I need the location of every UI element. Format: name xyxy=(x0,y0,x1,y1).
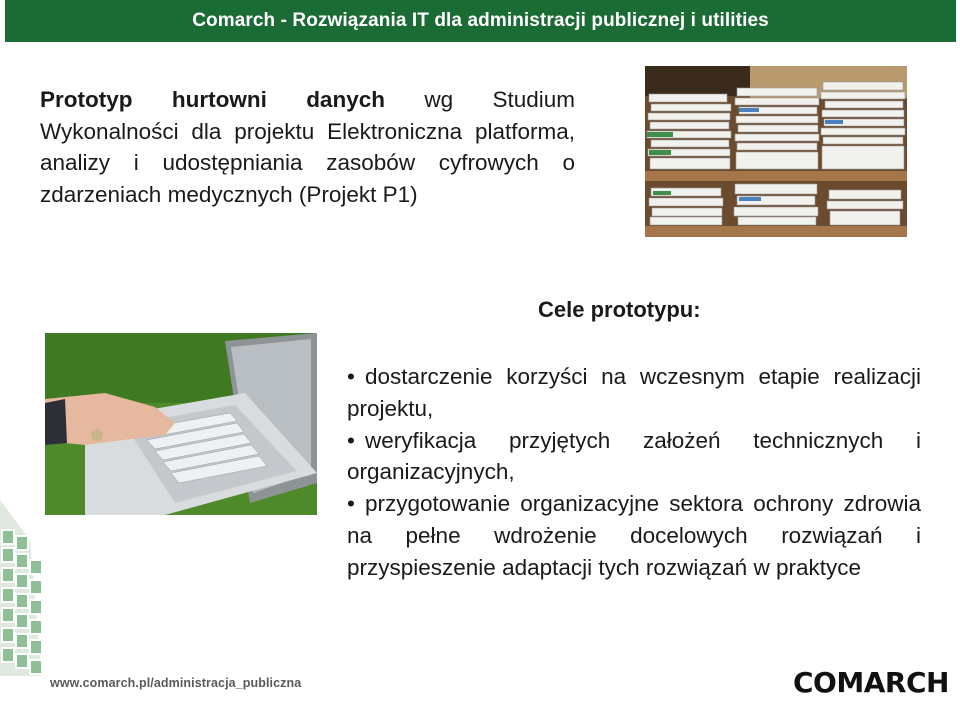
footer-url: www.comarch.pl/administracja_publiczna xyxy=(50,676,302,690)
header-bar xyxy=(5,0,956,42)
bullet-icon: • xyxy=(347,364,355,389)
goal-item-text: przygotowanie organizacyjne sektora ochrony zdrowia na pełne wdrożenie docelowych rozwiązań i przyspieszenie adaptacji tych rozwiązań w praktyce xyxy=(347,491,921,580)
goal-item-text: weryfikacja przyjętych założeń technicznych i organizacyjnych, xyxy=(347,427,921,485)
decorative-building-strip xyxy=(0,480,45,716)
intro-paragraph xyxy=(40,84,575,210)
document-shelves-photo xyxy=(645,66,907,237)
goal-item xyxy=(347,488,921,583)
goals-list xyxy=(347,361,921,584)
intro-text: wg Studium Wykonalności dla projektu Elektroniczna platforma, analizy i udostępniania zasobów cyfrowych o zdarzeniach medycznych (Projekt P1) xyxy=(40,87,575,207)
goal-item xyxy=(347,361,921,425)
bullet-icon: • xyxy=(347,427,355,453)
goal-item-text: dostarczenie korzyści na wczesnym etapie realizacji projektu, xyxy=(347,364,921,421)
intro-bold: Prototyp hurtowni danych xyxy=(40,87,385,112)
goal-item xyxy=(347,425,921,489)
goals-title: Cele prototypu: xyxy=(538,297,701,322)
comarch-logo: COMARCH xyxy=(793,666,949,699)
laptop-photo xyxy=(45,333,317,515)
header-title: Comarch - Rozwiązania IT dla administracji publicznej i utilities xyxy=(192,10,769,31)
bullet-icon: • xyxy=(347,491,355,517)
